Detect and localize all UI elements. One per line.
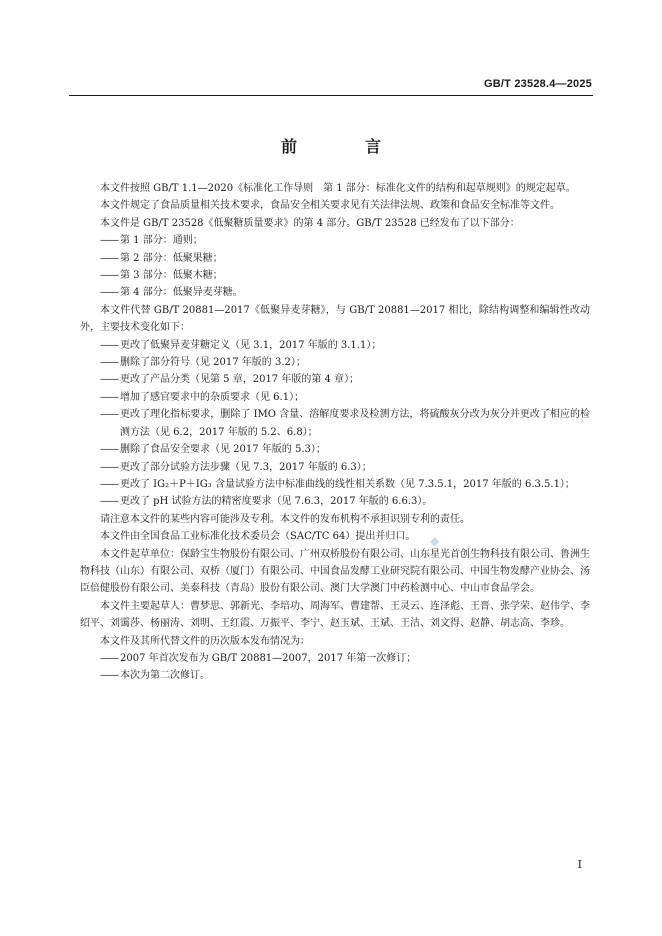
change-list-text: 增加了感官要求中的杂质要求（见 6.1）； — [120, 391, 305, 403]
history-list-text: 本次为第二次修订。 — [120, 670, 210, 682]
standard-number-header: GB/T 23528.4—2025 — [484, 78, 592, 90]
change-list-item — [80, 354, 590, 371]
list-dash: —— — [100, 496, 118, 508]
change-list-item — [80, 406, 590, 441]
list-dash: —— — [100, 478, 118, 490]
change-list-text: 删除了食品安全要求（见 2017 年版的 5.3）； — [120, 444, 326, 456]
list-dash: —— — [100, 670, 118, 682]
change-list-item — [80, 337, 590, 354]
change-list-text: 删除了部分符号（见 2017 年版的 3.2）； — [120, 357, 306, 369]
drafters-paragraph: 本文件主要起草人：曹梦思、郭新光、李培功、周海军、曹建帮、王灵云、连泽彪、王晋、张学荣、赵伟学、李绍平、刘霭莎、杨丽涛、刘明、王红霞、万振平、李宁、赵玉斌、王斌、王洁、刘文得、赵静、胡志高、李珍。 — [80, 600, 590, 630]
change-list-item — [80, 389, 590, 406]
parts-list-text: 第 1 部分：通则； — [120, 235, 203, 247]
change-list-text: 更改了低聚异麦芽糖定义（见 3.1，2017 年版的 3.1.1）； — [120, 339, 382, 351]
watermark-icon: ◆ — [430, 534, 440, 548]
list-dash: —— — [100, 270, 118, 282]
page-number: I — [577, 858, 582, 871]
parts-list-item — [80, 232, 590, 249]
list-dash: —— — [100, 252, 118, 264]
history-list-item — [80, 650, 590, 667]
change-list-item — [80, 476, 590, 493]
drafting-units-paragraph: 本文件起草单位：保龄宝生物股份有限公司、广州双桥股份有限公司、山东星光首创生物科技有限公司、鲁洲生物科技（山东）有限公司、双桥（厦门）有限公司、中国食品发酵工业研究院有限公司、中国生物发酵产业协会、汤臣倍健股份有限公司、美泰科技（青岛）股份有限公司、澳门大学澳门中药检测中心、中山市食品学会。 — [80, 548, 590, 595]
intro-paragraph: 本文件按照 GB/T 1.1—2020《标准化工作导则 第 1 部分：标准化文件的结构和起草规则》的规定起草。 — [100, 183, 576, 194]
change-list-text: 更改了产品分类（见第 5 章，2017 年版的第 4 章）； — [120, 374, 360, 386]
list-dash: —— — [100, 409, 118, 421]
parts-list-text: 第 3 部分：低聚木糖； — [120, 270, 223, 282]
change-list-text: 更改了理化指标要求，删除了 IMO 含量、溶解度要求及检测方法，将硫酸灰分改为灰分并更改了相应的检测方法（见 6.2，2017 年版的 5.2、6.8）； — [120, 409, 590, 438]
change-list-item — [80, 371, 590, 388]
change-list-text: 更改了部分试验方法步骤（见 7.3，2017 年版的 6.3）； — [120, 461, 372, 473]
intro-paragraph: 本文件规定了食品质量相关技术要求，食品安全相关要求见有关法律法规、政策和食品安全标准等文件。 — [100, 200, 560, 212]
patent-paragraph: 请注意本文件的某些内容可能涉及专利。本文件的发布机构不承担识别专利的责任。 — [100, 513, 470, 525]
history-intro-paragraph: 本文件及其所代替文件的历次版本发布情况为： — [100, 635, 310, 647]
foreword-body — [80, 180, 590, 685]
list-dash: —— — [100, 461, 118, 473]
list-dash: —— — [100, 287, 118, 299]
header-rule — [69, 95, 593, 96]
history-list-text: 2007 年首次发布为 GB/T 20881—2007，2017 年第一次修订； — [120, 652, 417, 664]
parts-list-item — [80, 267, 590, 284]
list-dash: —— — [100, 374, 118, 386]
list-dash: —— — [100, 357, 118, 369]
parts-list-text: 第 4 部分：低聚异麦芽糖。 — [120, 287, 243, 299]
change-list-item — [80, 459, 590, 476]
list-dash: —— — [100, 391, 118, 403]
committee-paragraph: 本文件由全国食品工业标准化技术委员会（SAC/TC 64）提出并归口。 — [100, 531, 416, 543]
parts-list-item — [80, 284, 590, 301]
change-list-item — [80, 493, 590, 510]
intro-paragraph: 本文件是 GB/T 23528《低聚糖质量要求》的第 4 部分。GB/T 23528 已经发布了以下部分： — [100, 217, 520, 229]
replace-paragraph: 本文件代替 GB/T 20881—2017《低聚异麦芽糖》，与 GB/T 20881—2017 相比，除结构调整和编辑性改动外，主要技术变化如下： — [80, 304, 590, 334]
history-list-item — [80, 667, 590, 684]
page-title: 前 言 — [280, 137, 407, 156]
list-dash: —— — [100, 339, 118, 351]
change-list-text: 更改了 pH 试验方法的精密度要求（见 7.6.3，2017 年版的 6.6.3）。 — [120, 496, 433, 508]
list-dash: —— — [100, 444, 118, 456]
change-list-item — [80, 441, 590, 458]
change-list-text: 更改了 IG₂＋P＋IG₃ 含量试验方法中标准曲线的线性相关系数（见 7.3.5.1，2017 年版的 6.3.5.1）； — [120, 478, 575, 490]
list-dash: —— — [100, 652, 118, 664]
parts-list-item — [80, 250, 590, 267]
parts-list-text: 第 2 部分：低聚果糖； — [120, 252, 223, 264]
list-dash: —— — [100, 235, 118, 247]
